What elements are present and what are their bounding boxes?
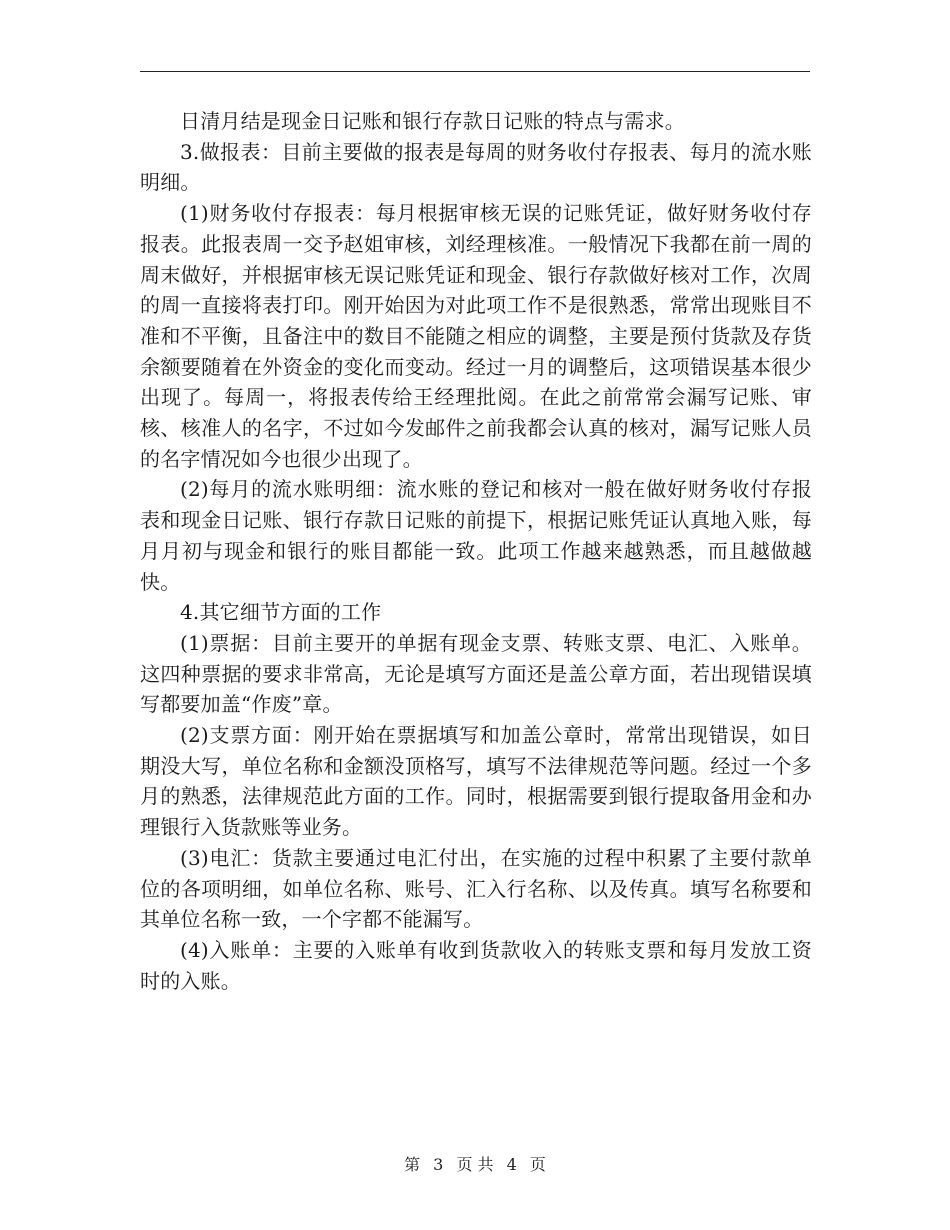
paragraph-cashflow-report: (1)财务收付存报表：每月根据审核无误的记账凭证，做好财务收付存报表。此报表周一交予赵姐审核，刘经理核准。一般情况下我都在前一周的周末做好，并根据审核无误记账凭证和现金、银行存款做好核对工作，次周的周一直接将表打印。刚开始因为对此项工作不是很熟悉，常常出现账目不准和不平衡，且备注中的数目不能随之相应的调整，主要是预付货款及存货余额要随着在外资金的变化而变动。经过一月的调整后，这项错误基本很少出现了。每周一，将报表传给王经理批阅。在此之前常常会漏写记账、审核、核准人的名字，不过如今发邮件之前我都会认真的核对，漏写记账人员的名字情况如今也很少出现了。 (140, 201, 812, 471)
header-rule (140, 71, 810, 72)
paragraph-wire-transfer: (3)电汇：货款主要通过电汇付出，在实施的过程中积累了主要付款单位的各项明细，如单位名称、账号、汇入行名称、以及传真。填写名称要和其单位名称一致，一个字都不能漏写。 (140, 845, 812, 932)
footer-current-page: 3 (433, 1155, 444, 1174)
paragraph-other-details-heading: 4.其它细节方面的工作 (180, 600, 382, 625)
page-footer (0, 1155, 950, 1175)
paragraph-deposit-slip: (4)入账单：主要的入账单有收到货款收入的转账支票和每月发放工资时的入账。 (140, 937, 812, 993)
footer-prefix: 第 (404, 1155, 421, 1174)
paragraph-ledger-details: (2)每月的流水账明细：流水账的登记和核对一般在做好财务收付存报表和现金日记账、银行存款日记账的前提下，根据记账凭证认真地入账，每月月初与现金和银行的账目都能一致。此项工作越来越熟悉，而且越做越快。 (140, 477, 812, 594)
footer-total-pages: 4 (506, 1155, 517, 1174)
paragraph-bills: (1)票据：目前主要开的单据有现金支票、转账支票、电汇、入账单。这四种票据的要求非常高，无论是填写方面还是盖公章方面，若出现错误填写都要加盖“作废”章。 (140, 630, 812, 717)
paragraph-checks: (2)支票方面：刚开始在票据填写和加盖公章时，常常出现错误，如日期没大写，单位名称和金额没顶格写，填写不法律规范等问题。经过一个多月的熟悉，法律规范此方面的工作。同时，根据需要到银行提取备用金和办理银行入货款账等业务。 (140, 723, 812, 840)
footer-middle: 页 共 (456, 1155, 494, 1174)
footer-suffix: 页 (529, 1155, 546, 1174)
paragraph-reports-heading: 3.做报表：目前主要做的报表是每周的财务收付存报表、每月的流水账明细。 (140, 139, 812, 195)
paragraph-daily-settlement: 日清月结是现金日记账和银行存款日记账的特点与需求。 (180, 109, 685, 133)
body-text (140, 106, 812, 996)
